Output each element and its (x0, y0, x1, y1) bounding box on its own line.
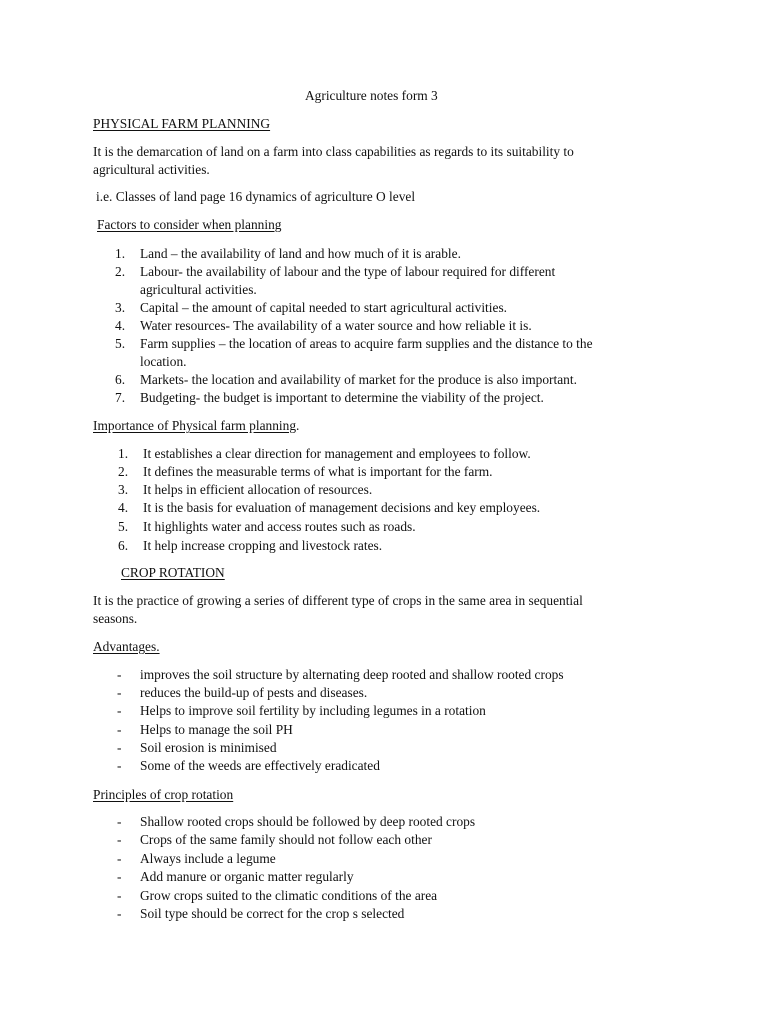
list-item: It is the basis for evaluation of management decisions and key employees. (143, 500, 541, 515)
bullet-dash: - (117, 869, 122, 884)
list-number: 5. (118, 519, 129, 534)
reference-line: i.e. Classes of land page 16 dynamics of agriculture O level (96, 189, 416, 204)
list-item: Budgeting- the budget is important to determine the viability of the project. (140, 390, 544, 405)
list-number: 6. (118, 538, 129, 553)
list-item: Some of the weeds are effectively eradicated (140, 758, 380, 773)
bullet-dash: - (117, 685, 122, 700)
list-item-continued: agricultural activities. (140, 282, 257, 297)
bullet-dash: - (117, 906, 122, 921)
factors-heading: Factors to consider when planning (97, 217, 282, 232)
bullet-dash: - (117, 703, 122, 718)
list-item: Add manure or organic matter regularly (140, 869, 354, 884)
crop-rotation-definition: seasons. (93, 611, 138, 626)
crop-rotation-heading: CROP ROTATION (121, 565, 225, 580)
list-number: 4. (115, 318, 126, 333)
list-item: It highlights water and access routes such as roads. (143, 519, 416, 534)
list-number: 1. (115, 246, 126, 261)
bullet-dash: - (117, 740, 122, 755)
list-item: It defines the measurable terms of what is important for the farm. (143, 464, 493, 479)
list-item: Land – the availability of land and how much of it is arable. (140, 246, 461, 261)
list-item: improves the soil structure by alternating deep rooted and shallow rooted crops (140, 667, 564, 682)
bullet-dash: - (117, 758, 122, 773)
crop-rotation-definition: It is the practice of growing a series of different type of crops in the same area in sequential (93, 593, 583, 608)
bullet-dash: - (117, 814, 122, 829)
definition-line: agricultural activities. (93, 162, 210, 177)
list-number: 2. (118, 464, 129, 479)
list-item: Always include a legume (140, 851, 276, 866)
list-item-continued: location. (140, 354, 187, 369)
importance-heading-text: Importance of Physical farm planning (93, 418, 297, 433)
list-item: Water resources- The availability of a water source and how reliable it is. (140, 318, 532, 333)
principles-heading: Principles of crop rotation (93, 787, 234, 802)
list-item: Shallow rooted crops should be followed by deep rooted crops (140, 814, 476, 829)
document-title: Agriculture notes form 3 (305, 88, 438, 103)
bullet-dash: - (117, 722, 122, 737)
bullet-dash: - (117, 667, 122, 682)
bullet-dash: - (117, 888, 122, 903)
list-number: 7. (115, 390, 126, 405)
list-item: It establishes a clear direction for management and employees to follow. (143, 446, 531, 461)
list-item: Helps to manage the soil PH (140, 722, 293, 737)
list-item: Grow crops suited to the climatic conditions of the area (140, 888, 438, 903)
list-number: 4. (118, 500, 129, 515)
list-number: 1. (118, 446, 129, 461)
list-item: Crops of the same family should not follow each other (140, 832, 432, 847)
list-number: 6. (115, 372, 126, 387)
importance-heading (93, 417, 299, 435)
definition-line: It is the demarcation of land on a farm into class capabilities as regards to its suitability to (93, 144, 574, 159)
list-item: Soil type should be correct for the crop s selected (140, 906, 405, 921)
list-item: Capital – the amount of capital needed to start agricultural activities. (140, 300, 508, 315)
importance-heading-suffix: . (296, 418, 300, 433)
list-item: It helps in efficient allocation of resources. (143, 482, 373, 497)
list-number: 5. (115, 336, 126, 351)
list-number: 3. (118, 482, 129, 497)
advantages-heading: Advantages. (93, 639, 160, 654)
list-item: It help increase cropping and livestock rates. (143, 538, 383, 553)
list-item: Farm supplies – the location of areas to acquire farm supplies and the distance to the (140, 336, 593, 351)
list-item: Soil erosion is minimised (140, 740, 277, 755)
list-item: Markets- the location and availability of market for the produce is also important. (140, 372, 577, 387)
list-item: Helps to improve soil fertility by including legumes in a rotation (140, 703, 486, 718)
bullet-dash: - (117, 851, 122, 866)
bullet-dash: - (117, 832, 122, 847)
list-number: 3. (115, 300, 126, 315)
list-item: reduces the build-up of pests and diseases. (140, 685, 368, 700)
list-item: Labour- the availability of labour and the type of labour required for different (140, 264, 556, 279)
physical-farm-planning-heading: PHYSICAL FARM PLANNING (93, 116, 271, 131)
list-number: 2. (115, 264, 126, 279)
